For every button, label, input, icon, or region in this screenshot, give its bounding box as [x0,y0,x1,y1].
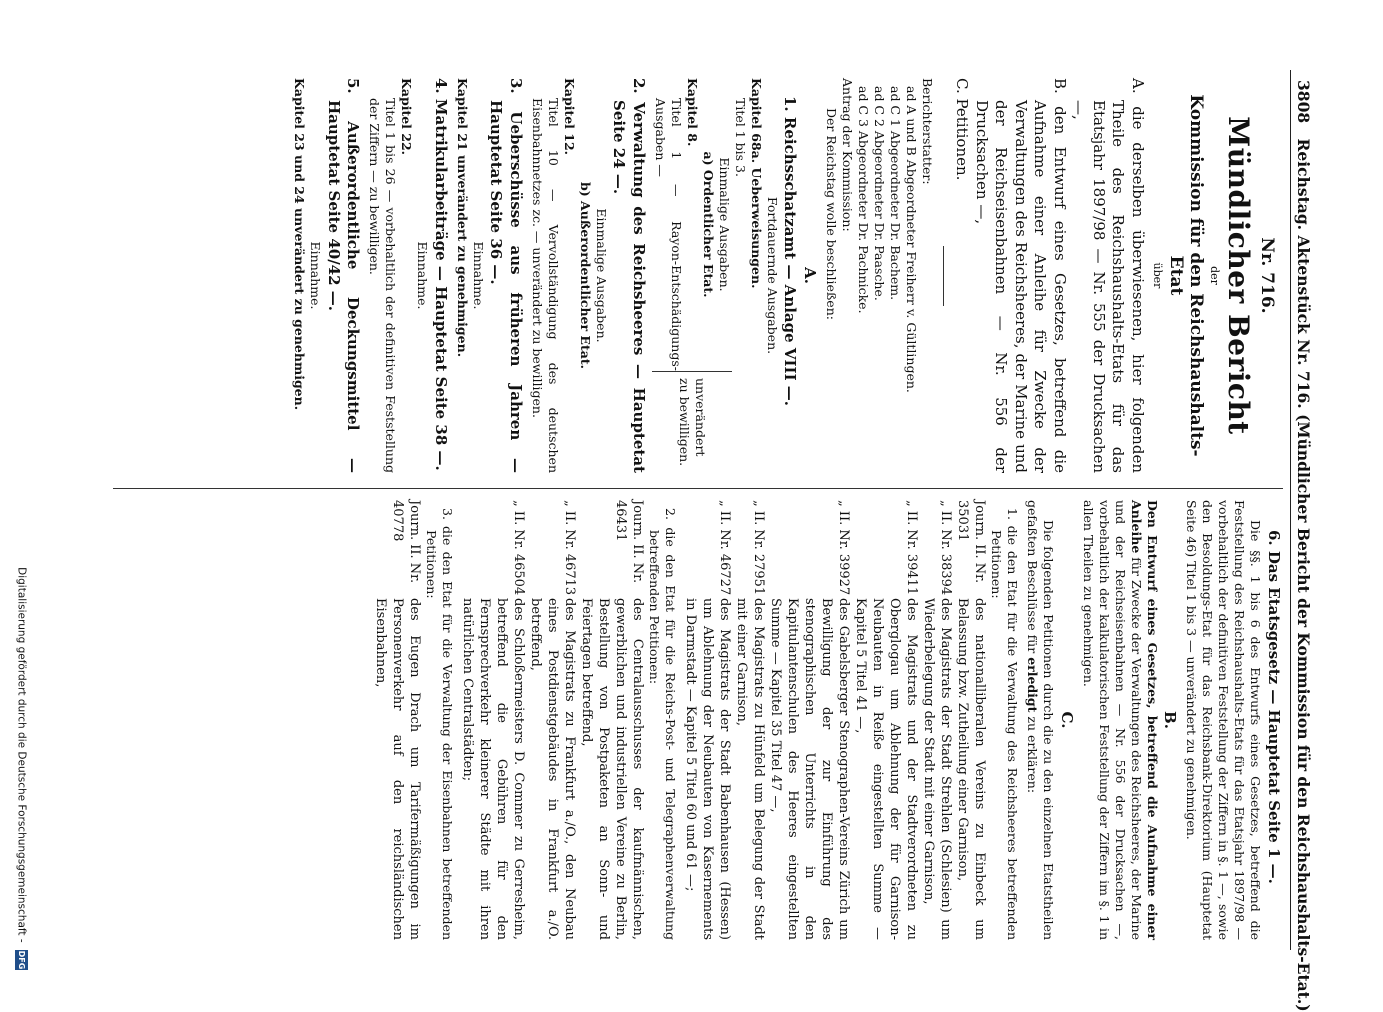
petition-row: „ II. Nr. 46504 des Schloßermeisters D. Commer zu Gerresheim, betreffend die Gebühren für den Fernsprechverkehr kleinerer Städte mit ihren natürlichen Centralstädten; [460,500,527,940]
item-5: 5. Außerordentliche Deckungsmittel — Hauptetat Seite 40/42 —. [325,78,363,473]
section-b: B. [1161,711,1180,729]
einmalige-ausgaben-2: Einmalige Ausgaben. [594,208,609,343]
page-number: 3808 [1294,80,1313,124]
footer-text: Digitalisierung gefördert durch die Deutsche Forschungsgemeinschaft - [15,567,28,943]
bracket-note: unverändert zu bewilligen. [652,371,732,473]
title-der: der [1208,266,1221,285]
petition-row: „ II. Nr. 46727 des Magistrats der Stadt Babenhausen (Hessen) um Ablehnung der Neubauten von Kasernements in Darmstadt — Kapitel 5 Titel 60 und 61 —; [683,500,733,940]
kapitel-68a: Kapitel 68a. Ueberweisungen. [749,78,764,289]
left-column [292,78,1284,473]
item-1: 1. Reichsschatzamt — Anlage VIII —. [781,96,800,407]
section-c-erledigt: erledigt [1025,657,1041,713]
petition-list-3 [373,500,424,940]
petition-row: „ II. Nr. 38394 des Magistrats der Stadt Strehlen (Schlesien) um Wiederbelegung der Stadt mit einer Garnison, [921,500,954,940]
c1-heading: 1. die den Etat für die Verwaltung des Reichsheeres betreffenden Petitionen: [989,508,1021,940]
c2-heading: 2. die den Etat für die Reichs-Post- und Telegraphenverwaltung betreffenden Petitionen: [647,508,679,940]
petition-row: Journ. II. Nr. 40778 des Eugen Drach um Tarifermäßigungen im Personenverkehr auf den reichsländischen Eisenbahnen, [373,500,423,940]
kapitel-22: Kapitel 22. [399,78,415,156]
ordentlicher-etat: a) Ordentlicher Etat. [701,151,716,298]
section-b-text: für Zwecke der Verwaltungen des Reichsheeres, der Marine und der Reichseisenbahnen — Nr. 556 der Drucksachen —, vorbehaltlich der kalkulatorischen Feststellung der Ziffern im §. 1 in allen Theilen zu genehmigen. [1081,500,1144,940]
bracket-group [652,78,732,473]
item-c: C. Petitionen. [953,78,972,181]
petition-row: „ II. Nr. 39411 des Magistrats und der Stadtverordneten zu Oberglogau um Ablehnung der für Garnison-Neubauten in Reiße eingestellten Summe — Kapitel 5 Titel 41 —, [853,500,920,940]
item-2: 2. Verwaltung des Reichsheeres — Hauptetat Seite 24 —. [610,78,648,473]
einnahme-3: Einnahme. [308,241,324,310]
item-4: 4. Matrikularbeiträge — Hauptetat Seite 38 —. [432,78,450,471]
document-title: Mündlicher Bericht [1222,116,1255,435]
item-6-text: Die §§. 1 bis 6 des Entwurfs eines Gesetzes, betreffend die Feststellung des Reichshaushalts-Etats für das Etatsjahr 1897/98 — vorbehaltlich der definitiven Feststellung der Ziffern in §. 1 —, sowie den Besoldungs-Etat für das Reichsbank-Direktorium (Hauptetat Seite 46) Titel 1 bis 3 — unverändert zu genehmigen. [1184,500,1264,940]
dfg-logo: DFG [17,950,26,970]
petition-row: Journ. II. Nr. 35031 des nationalliberalen Vereins zu Einbeck um Belassung bzw. Zutheilung einer Garnison, [955,500,988,940]
fortdauernde-ausgaben: Fortdauernde Ausgaben. [765,196,780,355]
c3-heading: 3. die den Etat für die Verwaltung der Eisenbahnen betreffenden Petitionen: [424,508,456,940]
section-b-bold: Den Entwurf eines Gesetzes, betreffend die Aufnahme einer Anleihe [1129,500,1160,940]
digitization-footer [6,0,28,1000]
titel-1-26: Titel 1 bis 26 — vorbehaltlich der definitiven Feststellung der Ziffern — zu bewilligen. [367,98,399,473]
antrag-text: Der Reichstag wolle beschließen: [824,108,839,320]
titel-10: Titel 10 — Vervollständigung des deutschen Eisenbahnnetzes zc. — unverändert zu bewilligen. [530,98,561,473]
title-ueber: über [1151,262,1164,289]
einnahme-1: Einnahme. [471,241,486,310]
berichterstatter-line: ad C 2 Abgeordneter Dr. Paasche. [872,86,887,301]
item-a: A. die derselben überwiesenen, hier folgenden Theile des Reichshaushalts-Etats für das Etatsjahr 1897/98 — Nr. 555 der Drucksachen —, [1070,78,1147,473]
petition-list-1 [683,500,989,940]
header-rule [1290,70,1291,950]
document-number: Nr. 716. [1257,237,1277,314]
column-divider [113,488,1283,489]
right-column [373,500,1284,940]
kapitel-8: Kapitel 8. [685,78,700,147]
section-a: A. [801,267,819,284]
section-c: C. [1058,711,1076,729]
antrag-label: Antrag der Kommission: [840,78,855,232]
berichterstatter-line: ad A und B Abgeordneter Freiherr v. Gültlingen. [904,86,919,393]
titel-1-rayon: Titel 1 — Rayon-Entschädigungs-Ausgaben — [653,98,684,371]
petition-row: Journ. II. Nr. 46431 des Centralausschusses der kaufmännischen, gewerblichen und industriellen Vereine zu Berlin, Bestellung von Postpaketen an Sonn- und Feiertagen betreffend, [579,500,646,940]
berichterstatter-line: ad C 1 Abgeordneter Dr. Bachem. [888,86,903,301]
running-title: Reichstag. Aktenstück Nr. 716. (Mündlicher Bericht der Kommission für den Reichshaushalts-Etat.) [1294,138,1313,1012]
section-c-text-b: zu erklären: [1025,712,1041,794]
kapitel-21: Kapitel 21 unverändert zu genehmigen. [455,78,470,358]
petition-row: „ II. Nr. 46713 des Magistrats zu Frankfurt a./O., den Neubau eines Postdienstgebäudes in Frankfurt a./O. betreffend, [528,500,578,940]
commission-title: Kommission für den Reichshaushalts-Etat [1166,94,1206,457]
item-3: 3. Ueberschüsse aus früheren Jahren — Hauptetat Seite 36 —. [487,78,525,473]
running-header [1294,80,1313,1012]
kapitel-23-24: Kapitel 23 und 24 unverändert zu genehmigen. [292,78,308,411]
section-c-text-a: Die folgenden Petitionen durch die zu den einzelnen Etatstheilen gefaßten Beschlüsse für [1025,500,1057,940]
ausserordentlicher-etat: b) Außerordentlicher Etat. [578,182,593,369]
separator [943,246,944,306]
item-b: B. den Entwurf eines Gesetzes, betreffend die Aufnahme einer Anleihe für Zwecke der Verwaltungen des Reichsheeres, der Marine und der Reichseisenbahnen — Nr. 556 der Drucksachen —, [973,78,1069,473]
petition-row: „ II. Nr. 27951 des Magistrats zu Hünfeld um Belegung der Stadt mit einer Garnison, [734,500,767,940]
titel-1-3: Titel 1 bis 3. [733,98,748,177]
petition-row: „ II. Nr. 39927 des Gabelsberger Stenographen-Vereins Zürich um Bewilligung der zur Einführung des stenographischen Unterrichts in den Kapitulantenschulen des Heeres eingestellten Summe — Kapitel 35 Titel 47 —, [768,500,852,940]
einnahme-2: Einnahme. [415,241,431,310]
berichterstatter-line: ad C 3 Abgeordneter Dr. Pachnicke. [856,86,871,314]
kapitel-12: Kapitel 12. [562,78,577,156]
einmalige-ausgaben: Einmalige Ausgaben. [717,157,732,292]
petition-list-2 [460,500,647,940]
item-6: 6. Das Etatsgesetz — Hauptetat Seite 1 —. [1265,530,1283,884]
berichterstatter-label: Berichterstatter: [920,78,935,185]
